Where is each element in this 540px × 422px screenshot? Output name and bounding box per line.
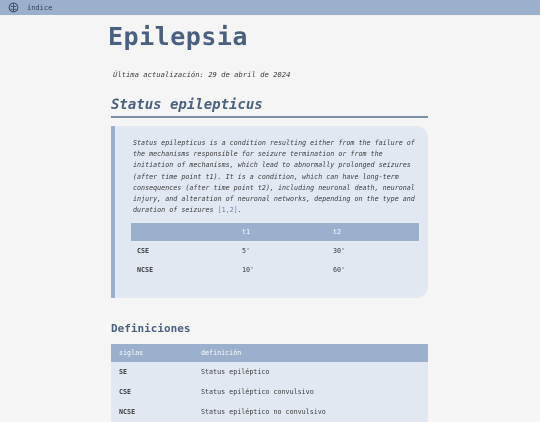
table-cell: 5' [242,246,251,255]
table-header-cell: definición [193,344,428,362]
table-row [131,260,419,279]
table-header-row [131,223,419,241]
section-divider [111,116,428,118]
table-cell: NCSE [111,402,193,422]
table-cell: CSE [137,246,150,255]
table-cell: CSE [111,382,193,402]
definitions-title: Definiciones [111,322,191,335]
callout-period: . [237,206,242,215]
brain-logo-icon[interactable] [8,2,19,13]
table-cell: 60' [333,265,346,274]
table-header-cell: siglas [111,344,193,362]
table-cell: Status epiléptico no convulsivo [193,402,428,422]
callout-body: Status epilepticus is a condition resulting either from the failure of the mechanisms responsible for seizure termination or from the initiation of mechanisms, which lead to abnormally prolonged seizures (after time point t1). It is a condition, which can have long-term consequences (after time point t2), including neuronal death, neuronal injury, and alteration of neuronal networks, depending on the type and duration of seizures [133,139,415,215]
table-header-row [111,344,428,362]
table-row [131,241,419,260]
table-row [111,402,428,422]
table-cell: Status epiléptico [193,362,428,382]
table-header-cell [131,223,236,241]
last-updated-text: Última actualización: 29 de abril de 2024 [113,70,291,79]
table-cell: 30' [333,246,346,255]
definition-callout [111,126,428,298]
time-points-table [131,223,419,279]
definitions-table [111,344,428,422]
table-cell: NCSE [137,265,154,274]
page-title: Epilepsia [108,22,248,51]
section-title: Status epilepticus [111,97,263,113]
index-link[interactable]: índice [27,3,53,12]
table-row [111,362,428,382]
table-header-cell: t1 [236,223,327,241]
table-header-cell: t2 [327,223,419,241]
top-navigation-bar [0,0,540,15]
table-cell: 10' [242,265,255,274]
citation-link[interactable]: [1,2] [217,206,238,215]
table-cell: Status epiléptico convulsivo [193,382,428,402]
callout-text [133,138,423,216]
table-cell: SE [111,362,193,382]
table-row [111,382,428,402]
